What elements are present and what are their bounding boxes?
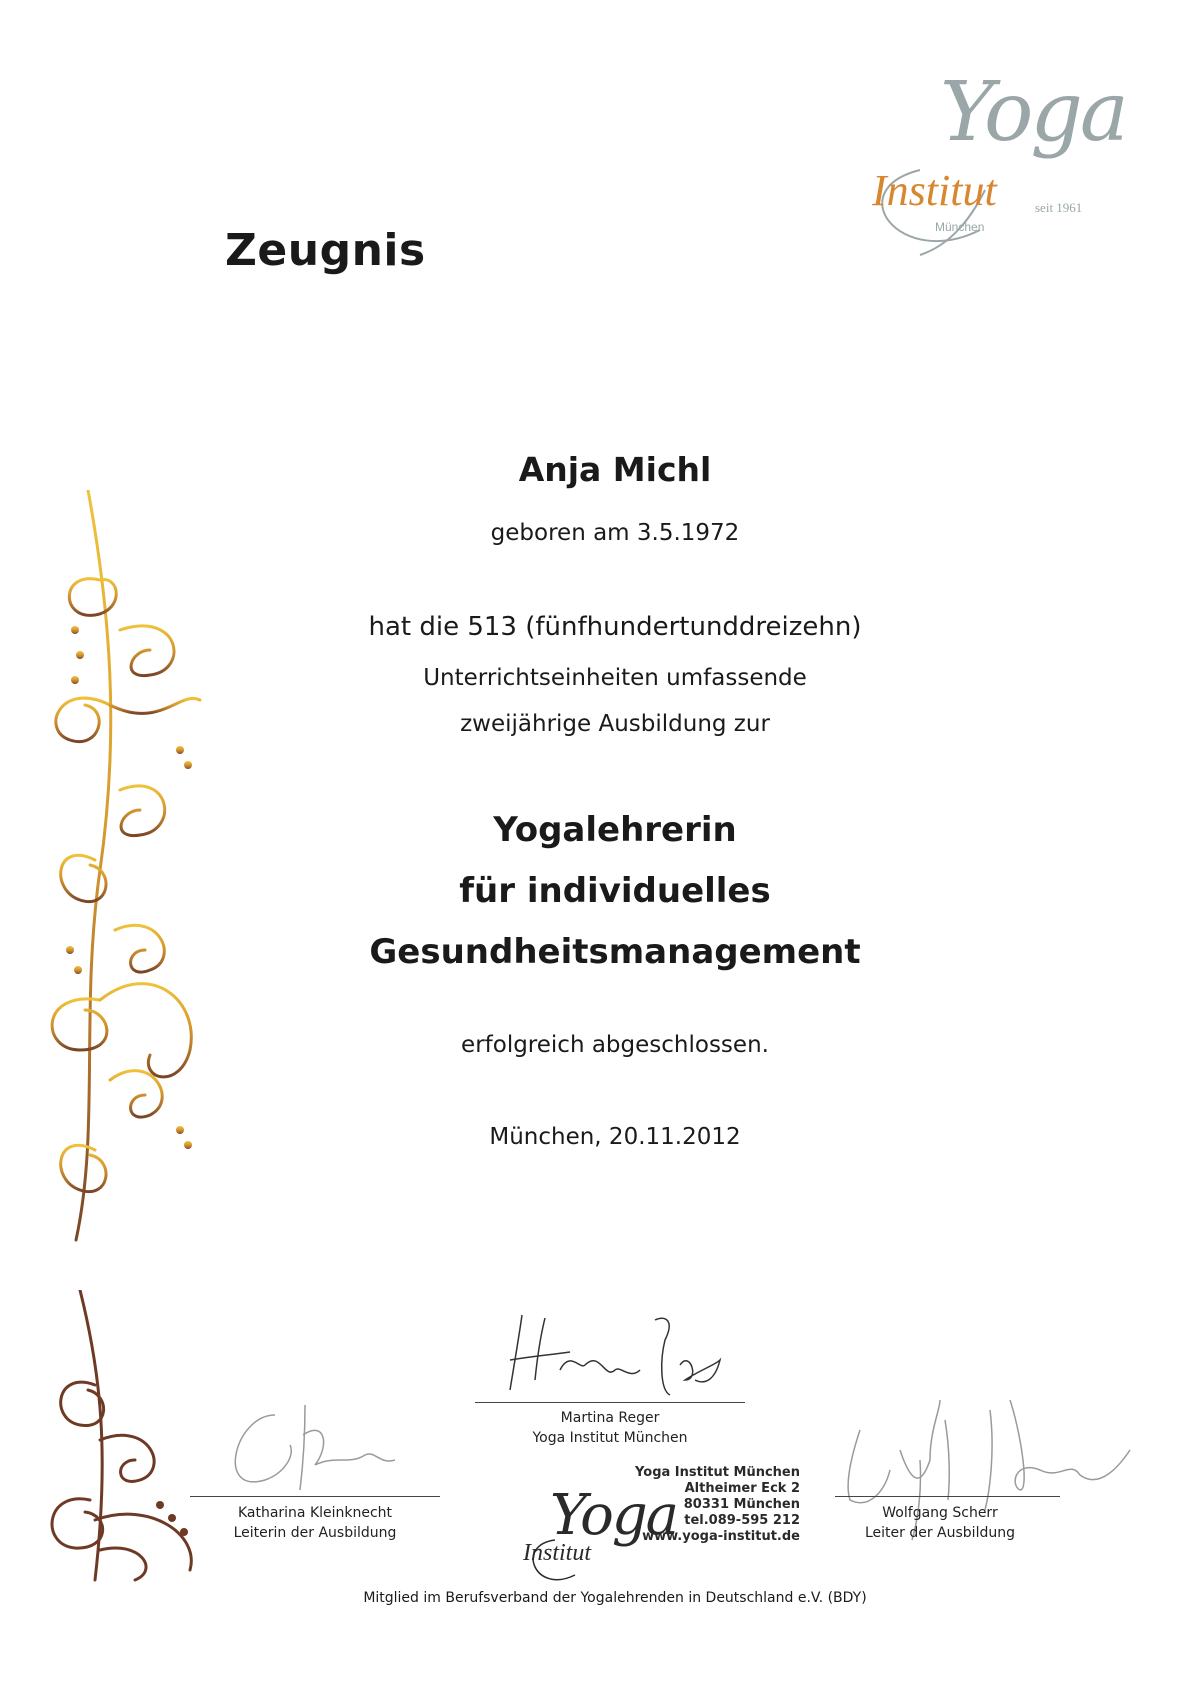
- stamp-address: [635, 1465, 800, 1545]
- qualification-line-2: für individuelles: [459, 871, 771, 911]
- signature-center-image: [490, 1310, 730, 1400]
- birth-date: geboren am 3.5.1972: [490, 520, 740, 546]
- signature-center-name: Martina Reger: [560, 1410, 660, 1426]
- stamp-line-5: www.yoga-institut.de: [642, 1529, 800, 1544]
- hours-line: hat die 513 (fünfhundertunddreizehn): [368, 612, 862, 642]
- signature-line-right: [835, 1496, 1060, 1497]
- qualification-line-1: Yogalehrerin: [493, 810, 737, 850]
- signature-line-center: [475, 1402, 745, 1403]
- institute-stamp: [515, 1465, 800, 1585]
- signature-left-block: [205, 1503, 425, 1543]
- logo-since: seit 1961: [1035, 200, 1083, 215]
- recipient-name: Anja Michl: [518, 450, 712, 489]
- stamp-logo-institut: Institut: [523, 1540, 592, 1566]
- training-line: zweijährige Ausbildung zur: [460, 711, 770, 737]
- floral-ornament-lower: [40, 1290, 210, 1590]
- signature-line-left: [190, 1496, 440, 1497]
- institute-logo: [860, 65, 1150, 270]
- units-line: Unterrichtseinheiten umfassende: [423, 665, 807, 691]
- completion-text: erfolgreich abgeschlossen.: [461, 1032, 769, 1058]
- signature-left-image: [205, 1395, 405, 1505]
- logo-institut-word: Institut: [872, 166, 997, 215]
- membership-footer: Mitglied im Berufsverband der Yogalehrenden in Deutschland e.V. (BDY): [363, 1590, 867, 1606]
- stamp-logo-yoga: Yoga: [550, 1483, 678, 1548]
- logo-city: München: [935, 220, 985, 234]
- document-title: Zeugnis: [225, 225, 426, 276]
- signature-right-block: [840, 1503, 1040, 1543]
- signature-left-role: Leiterin der Ausbildung: [233, 1525, 397, 1541]
- stamp-line-1: Yoga Institut München: [635, 1465, 800, 1480]
- signature-right-name: Wolfgang Scherr: [882, 1505, 998, 1521]
- signature-center-role: Yoga Institut München: [532, 1430, 688, 1446]
- logo-yoga-word: Yoga: [940, 65, 1126, 160]
- stamp-line-3: 80331 München: [683, 1497, 800, 1512]
- qualification-line-3: Gesundheitsmanagement: [369, 932, 861, 972]
- signature-left-name: Katharina Kleinknecht: [237, 1505, 393, 1521]
- stamp-line-4: tel.089-595 212: [684, 1513, 800, 1528]
- place-date: München, 20.11.2012: [489, 1124, 741, 1150]
- signature-center-block: [500, 1408, 720, 1448]
- qualification-title: [0, 800, 1190, 983]
- signature-right-role: Leiter der Ausbildung: [864, 1525, 1015, 1541]
- stamp-line-2: Altheimer Eck 2: [684, 1481, 800, 1496]
